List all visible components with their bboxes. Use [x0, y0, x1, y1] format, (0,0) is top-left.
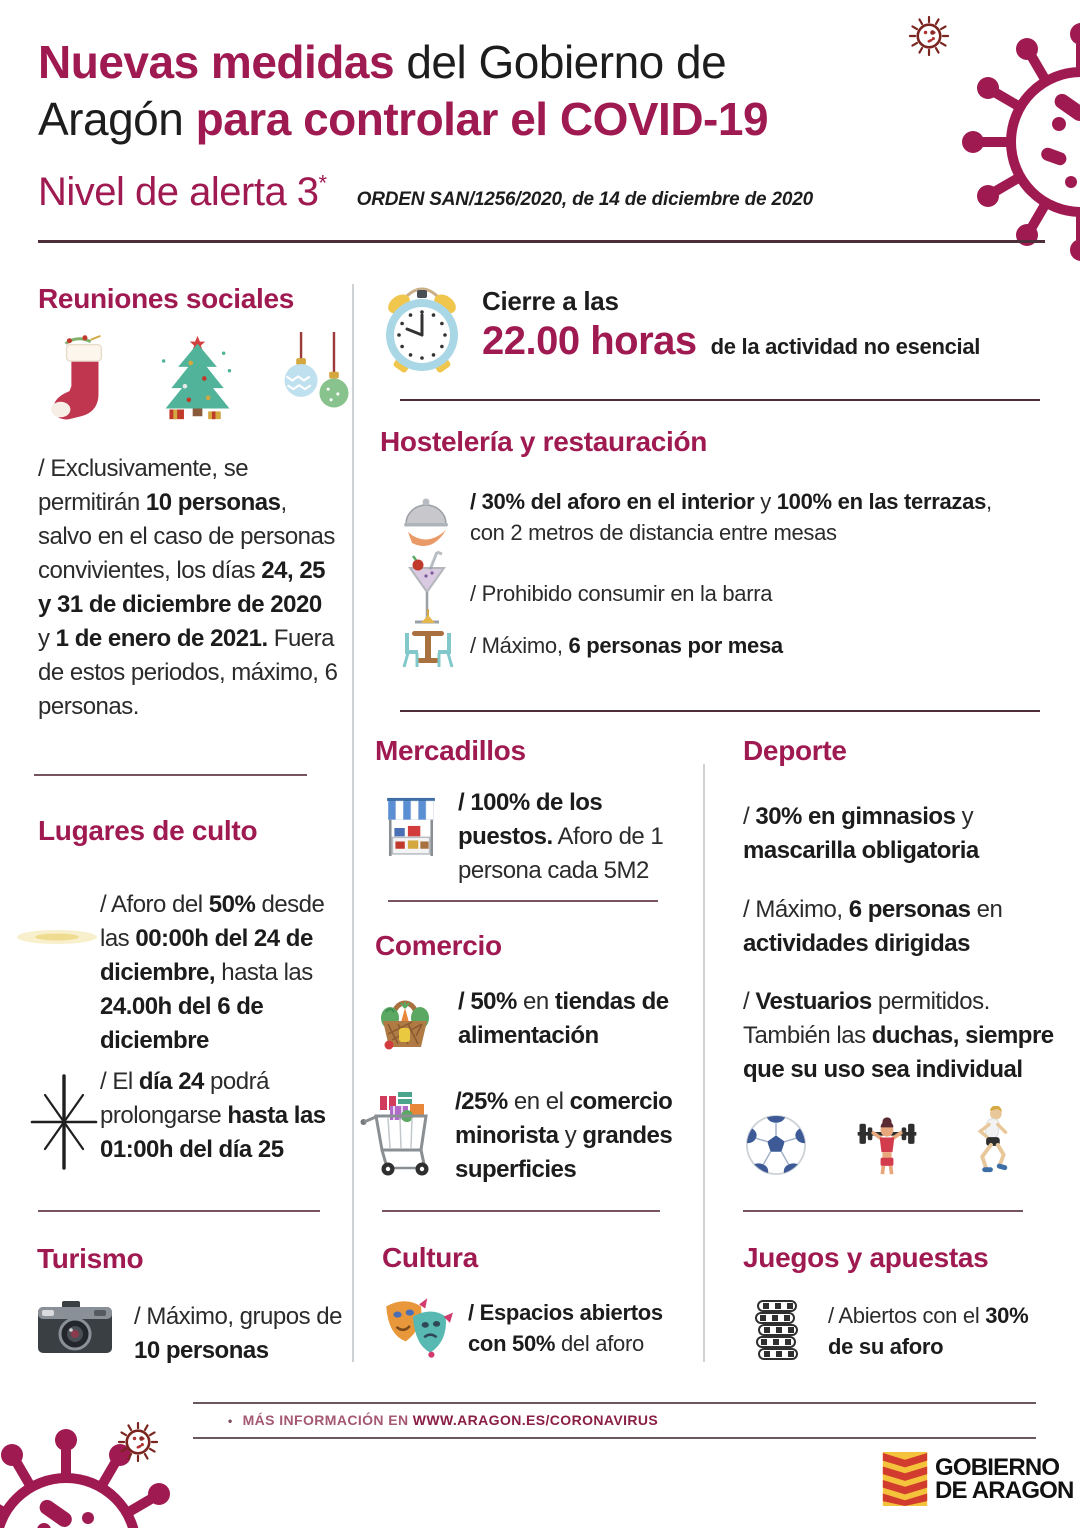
reuniones-icons	[42, 332, 364, 424]
juegos-divider	[743, 1210, 1023, 1212]
cierre-pre: Cierre a las	[482, 286, 619, 316]
mercadillos-text: / 100% de los puestos. Aforo de 1 persona cada 5M2	[458, 789, 664, 884]
poker-chips-icon	[752, 1298, 802, 1364]
cultura-text: / Espacios abiertos con 50% del aforo	[468, 1300, 663, 1356]
mercadillos-title: Mercadillos	[375, 735, 526, 766]
cierre-time: 22.00 horas	[482, 319, 697, 363]
turismo-divider	[38, 1210, 320, 1212]
page-title: Nuevas medidas del Gobierno de Aragón para controlar el COVID-19	[38, 36, 769, 145]
virus-small-bottom-icon	[112, 1416, 164, 1468]
hosteleria-item-2-text: / Prohibido consumir en la barra	[470, 581, 773, 606]
alert-level: Nivel de alerta 3*	[38, 170, 327, 214]
runner-icon	[967, 1106, 1013, 1176]
deporte-item-1-text: / 30% en gimnasios y mascarilla obligatoria	[743, 803, 979, 864]
footer-info	[228, 1412, 658, 1428]
comercio-title: Comercio	[375, 930, 502, 961]
soccer-ball-icon	[745, 1114, 807, 1176]
footer-bullet: •	[228, 1414, 233, 1428]
column-divider-right	[703, 764, 705, 1362]
juegos-title: Juegos y apuestas	[743, 1242, 989, 1273]
logo-text	[935, 1456, 1074, 1502]
serving-cloche-icon	[400, 490, 452, 548]
mercadillos-divider	[388, 900, 658, 902]
juegos-text: / Abiertos con el 30% de su aforo	[828, 1303, 1029, 1359]
turismo-title: Turismo	[37, 1243, 144, 1274]
reuniones-body: / Exclusivamente, se permitirán 10 personas, salvo en el caso de personas convivientes, los días 24, 25 y 31 de diciembre de 2020 y 1 de enero de 2021. Fuera de estos periodos, máximo, 6 personas.	[38, 455, 338, 720]
reuniones-title: Reuniones sociales	[38, 283, 295, 314]
gobierno-aragon-logo	[882, 1452, 1074, 1506]
lugares-item-2-text: / El día 24 podrá prolongarse hasta las 01:00h del día 25	[100, 1068, 326, 1163]
candle-glow-icon	[14, 916, 100, 958]
deporte-item-3-text: / Vestuarios permitidos. También las duchas, siempre que su uso sea individual	[743, 988, 1054, 1083]
header	[38, 34, 813, 215]
lugares-item-1-text: / Aforo del 50% desde las 00:00h del 24 de diciembre, hasta las 24.00h del 6 de diciembre	[100, 891, 325, 1054]
footer-info-label: MÁS INFORMACIÓN EN	[242, 1412, 413, 1428]
reuniones-divider	[34, 774, 307, 776]
comercio-item-2-text: /25% en el comercio minorista y grandes superficies	[455, 1088, 673, 1183]
hosteleria-item-3-text: / Máximo, 6 personas por mesa	[470, 633, 783, 658]
hosteleria-divider	[400, 710, 1040, 712]
hosteleria-item-1-text: / 30% del aforo en el interior y 100% en las terrazas, con 2 metros de distancia entre mesas	[470, 489, 992, 545]
cierre-text	[482, 286, 980, 364]
food-basket-icon	[376, 986, 434, 1052]
cultura-title: Cultura	[382, 1242, 478, 1273]
deporte-icons	[745, 1106, 1013, 1176]
christmas-stocking-icon	[42, 332, 124, 424]
comercio-item-1-text: / 50% en tiendas de alimentación	[458, 988, 669, 1049]
virus-large-top-icon	[953, 22, 1080, 267]
shopping-cart-icon	[360, 1086, 436, 1182]
christmas-tree-icon	[152, 332, 244, 424]
footer-divider-bottom	[193, 1437, 1036, 1439]
weightlifting-icon	[851, 1110, 923, 1176]
deporte-title: Deporte	[743, 735, 847, 766]
theater-masks-icon	[378, 1294, 454, 1364]
market-stall-icon	[383, 793, 439, 863]
logo-line-1: GOBIERNO	[935, 1454, 1060, 1481]
footer-info-url[interactable]: WWW.ARAGON.ES/CORONAVIRUS	[412, 1412, 659, 1428]
logo-line-2: DE ARAGON	[935, 1477, 1074, 1504]
hosteleria-title: Hostelería y restauración	[380, 426, 708, 457]
alarm-clock-icon	[374, 276, 470, 380]
order-reference: ORDEN SAN/1256/2020, de 14 de diciembre de 2020	[356, 189, 813, 210]
column-divider-left	[352, 284, 354, 1362]
cultura-divider	[382, 1210, 660, 1212]
footer-divider-top	[193, 1402, 1036, 1404]
aragon-flag-icon	[882, 1452, 928, 1506]
virus-small-top-icon	[903, 10, 955, 62]
turismo-text: / Máximo, grupos de 10 personas	[134, 1303, 342, 1364]
header-divider	[38, 240, 1045, 243]
cierre-post: de la actividad no esencial	[710, 334, 981, 359]
alert-level-row	[38, 170, 813, 215]
star-sparkle-icon	[28, 1072, 100, 1172]
christmas-ornaments-icon	[272, 332, 364, 424]
lugares-title: Lugares de culto	[38, 815, 258, 846]
deporte-item-2-text: / Máximo, 6 personas en actividades dirigidas	[743, 896, 1003, 957]
camera-icon	[36, 1298, 114, 1358]
cierre-divider	[400, 399, 1040, 401]
alert-level-asterisk: *	[318, 170, 327, 196]
table-chairs-icon	[396, 608, 460, 672]
